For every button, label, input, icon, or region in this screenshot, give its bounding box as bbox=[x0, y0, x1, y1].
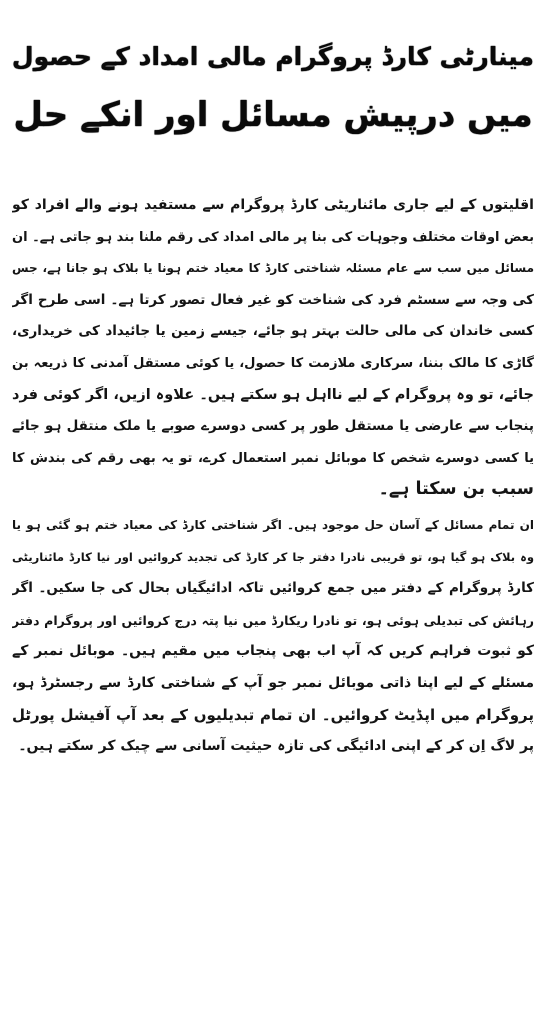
text-line: سبب بن سکتا ہے۔ bbox=[378, 479, 534, 500]
text-line: بعض اوقات مختلف وجوہات کی بنا پر مالی امداد کی رقم ملنا بند ہو جاتی ہے۔ ان bbox=[12, 229, 534, 245]
text-line: پروگرام میں اپڈیٹ کروائیں۔ ان تمام تبدیلیوں کے بعد آپ آفیشل پورٹل bbox=[12, 705, 534, 724]
paragraph-problems bbox=[12, 190, 534, 506]
text-line: کارڈ پروگرام کے دفتر میں جمع کروائیں تاکہ ادائیگیاں بحال کی جا سکیں۔ اگر bbox=[12, 580, 534, 597]
text-line: کی وجہ سے سسٹم فرد کی شناخت کو غیر فعال تصور کرتا ہے۔ اسی طرح اگر bbox=[12, 291, 534, 308]
text-line: وہ بلاک ہو گیا ہو، تو قریبی نادرا دفتر جا کر کارڈ کی تجدید کروائیں اور نیا کارڈ مائناریٹی bbox=[12, 549, 534, 564]
text-line: رہائش کی تبدیلی ہوئی ہو، تو نادرا ریکارڈ میں نیا پتہ درج کروائیں اور پروگرام دفتر bbox=[12, 612, 534, 628]
text-line: جائے، تو وہ پروگرام کے لیے نااہل ہو سکتے ہیں۔ علاوہ ازیں، اگر کوئی فرد bbox=[12, 386, 534, 403]
text-line: مسائل میں سب سے عام مسئلہ شناختی کارڈ کا معیاد ختم ہونا یا بلاک ہو جانا ہے، جس bbox=[12, 261, 534, 276]
paragraph-solutions bbox=[12, 510, 534, 763]
text-line: ان تمام مسائل کے آسان حل موجود ہیں۔ اگر شناختی کارڈ کی معیاد ختم ہو گئی ہو یا bbox=[12, 517, 534, 532]
text-line: کسی خاندان کی مالی حالت بہتر ہو جائے، جیسے زمین یا جائیداد کی خریداری، bbox=[12, 323, 534, 340]
text-line: اقلیتوں کے لیے جاری مائناریٹی کارڈ پروگرام سے مستفید ہونے والے افراد کو bbox=[12, 197, 534, 213]
headline-line-1: مینارٹی کارڈ پروگرام مالی امداد کے حصول bbox=[11, 42, 534, 71]
article-headline bbox=[12, 28, 534, 144]
text-line: پنجاب سے عارضی یا مستقل طور پر کسی دوسرے صوبے یا ملک منتقل ہو جائے bbox=[12, 418, 534, 435]
text-line: یا کسی دوسرے شخص کا موبائل نمبر استعمال کرے، تو یہ بھی رقم کی بندش کا bbox=[12, 450, 534, 466]
text-line: گاڑی کا مالک بننا، سرکاری ملازمت کا حصول، یا کوئی مستقل آمدنی کا ذریعہ بن bbox=[12, 355, 534, 371]
article-body bbox=[12, 190, 534, 763]
text-line: کو ثبوت فراہم کریں کہ آپ اب بھی پنجاب میں مقیم ہیں۔ موبائل نمبر کے bbox=[12, 643, 534, 660]
text-line: پر لاگ اِن کر کے اپنی ادائیگی کی تازہ حیثیت آسانی سے چیک کر سکتے ہیں۔ bbox=[18, 738, 534, 755]
headline-line-2: میں درپیش مسائل اور انکے حل bbox=[13, 95, 533, 135]
text-line: مسئلے کے لیے اپنا ذاتی موبائل نمبر جو آپ کے شناختی کارڈ سے رجسٹرڈ ہو، bbox=[12, 674, 534, 691]
